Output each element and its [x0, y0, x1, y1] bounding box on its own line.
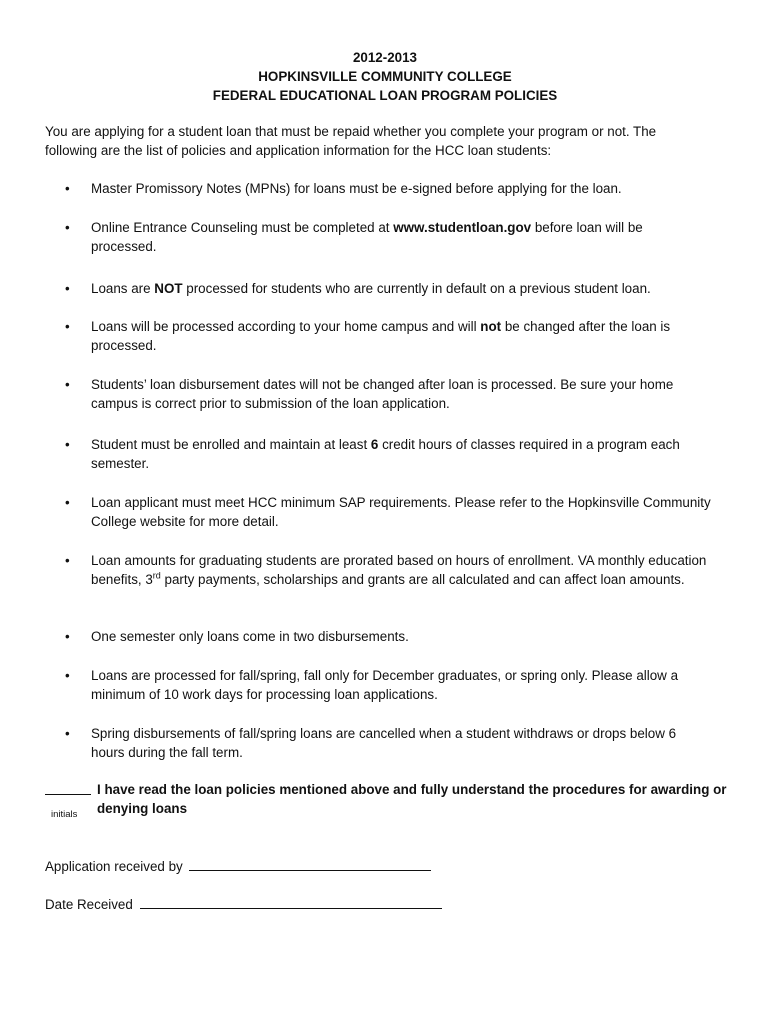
bullet-icon: • — [65, 377, 70, 392]
policy-text: Students’ loan disbursement dates will not be changed after loan is processed. Be sure your home campus is correct prior to submission of the loan application. — [91, 377, 674, 411]
policy-text: Spring disbursements of fall/spring loans are cancelled when a student withdraws or drops below 6 hours during the fall term. — [91, 726, 677, 760]
policy-text: Loan amounts for graduating students are prorated based on hours of enrollment. VA monthly education benefits, 3rd party payments, scholarships and grants are all calculated and can affect loan amounts. — [91, 553, 707, 587]
application-received-row — [45, 856, 431, 876]
policy-text: Online Entrance Counseling must be completed at www.studentloan.gov before loan will be processed. — [91, 220, 643, 254]
policy-text: One semester only loans come in two disbursements. — [91, 629, 409, 644]
policy-text: Student must be enrolled and maintain at least 6 credit hours of classes required in a program each semester. — [91, 437, 680, 471]
policy-text: Loans are NOT processed for students who are currently in default on a previous student loan. — [91, 281, 651, 296]
bullet-icon: • — [65, 181, 70, 196]
bullet-icon: • — [65, 319, 70, 334]
header-title: FEDERAL EDUCATIONAL LOAN PROGRAM POLICIES — [212, 88, 558, 103]
bullet-icon: • — [65, 668, 70, 683]
document-header — [0, 48, 770, 105]
policy-text: Loans will be processed according to your home campus and will not be changed after the loan is processed. — [91, 319, 671, 353]
application-received-field[interactable] — [189, 856, 431, 871]
application-received-label: Application received by — [45, 859, 183, 874]
initials-label: initials — [51, 809, 78, 820]
acknowledgement-text: I have read the loan policies mentioned above and fully understand the procedures for awarding or denying loans — [97, 782, 727, 816]
entrance-counseling-url: www.studentloan.gov — [393, 220, 532, 235]
policy-text: Loans are processed for fall/spring, fall only for December graduates, or spring only. Please allow a minimum of 10 work days for processing loan applications. — [91, 668, 679, 702]
header-college: HOPKINSVILLE COMMUNITY COLLEGE — [258, 69, 512, 84]
bullet-icon: • — [65, 495, 70, 510]
bullet-icon: • — [65, 629, 70, 644]
policy-text: Loan applicant must meet HCC minimum SAP requirements. Please refer to the Hopkinsville Community College website for more detail. — [91, 495, 711, 529]
initials-field[interactable] — [45, 780, 91, 795]
date-received-field[interactable] — [140, 894, 442, 909]
bullet-icon: • — [65, 220, 70, 235]
header-year: 2012-2013 — [352, 50, 418, 65]
date-received-row — [45, 894, 442, 914]
policy-text: Master Promissory Notes (MPNs) for loans must be e-signed before applying for the loan. — [91, 181, 622, 196]
bullet-icon: • — [65, 553, 70, 568]
date-received-label: Date Received — [45, 897, 133, 912]
bullet-icon: • — [65, 437, 70, 452]
bullet-icon: • — [65, 726, 70, 741]
intro-paragraph: You are applying for a student loan that must be repaid whether you complete your program or not. The following are the list of policies and application information for the HCC loan students: — [45, 124, 657, 158]
bullet-icon: • — [65, 281, 70, 296]
